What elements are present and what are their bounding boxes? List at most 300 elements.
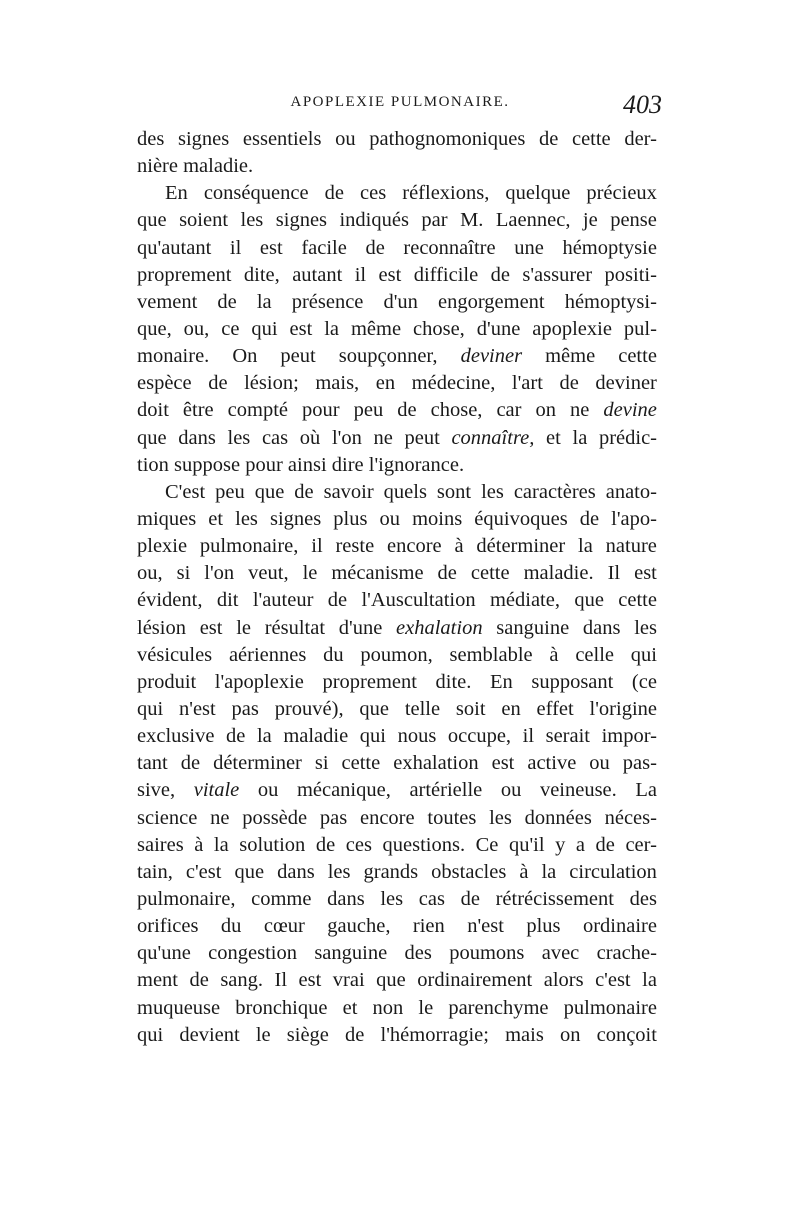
word: cette	[571, 128, 611, 150]
word: de	[324, 182, 344, 205]
word: que	[137, 209, 167, 232]
word: chose,	[430, 399, 483, 422]
word: est	[491, 752, 515, 775]
word: hémoptysi-	[564, 290, 657, 313]
word: Il	[607, 562, 621, 585]
word: à	[194, 833, 204, 856]
word: la	[642, 969, 657, 992]
word: de	[559, 372, 579, 395]
word: suppose	[174, 453, 241, 476]
word: pulmonaire,	[137, 887, 236, 910]
word: facile	[301, 236, 347, 259]
italic-word: exhalation	[396, 616, 483, 639]
word: difficile	[413, 263, 479, 286]
italic-word: deviner	[460, 345, 523, 368]
word: comme	[251, 887, 312, 910]
word: qu'une	[137, 942, 191, 965]
word: reste	[335, 535, 375, 558]
word: ces	[345, 833, 372, 856]
word: M.	[460, 209, 484, 232]
word: cas	[261, 426, 289, 449]
word: évident,	[137, 589, 203, 612]
word: tain,	[137, 860, 173, 883]
body-text	[137, 126, 657, 1049]
word: peut	[280, 345, 316, 368]
word: En	[165, 182, 188, 205]
word: l'on	[204, 562, 235, 585]
word: être	[182, 399, 214, 422]
word: grands	[363, 860, 419, 883]
text-line	[137, 615, 657, 642]
word: pulmonaire,	[199, 535, 299, 558]
word: s'assurer	[522, 263, 593, 286]
word: anato-	[605, 480, 657, 503]
text-line	[137, 750, 657, 777]
word: une	[514, 236, 544, 259]
word: d'une	[476, 317, 521, 340]
word: pas	[231, 697, 259, 720]
italic-word: vitale	[193, 779, 240, 802]
word: cette	[618, 345, 657, 368]
running-head	[0, 90, 800, 120]
word: cette	[618, 589, 657, 612]
word: qu'autant	[137, 236, 212, 259]
word: y	[555, 833, 566, 856]
word: de	[180, 752, 201, 775]
word: alors	[543, 969, 584, 992]
word: exclusive	[137, 725, 215, 748]
word: vrai	[332, 969, 365, 992]
word: de	[189, 969, 209, 992]
word: pul-	[623, 317, 657, 340]
word: qui	[137, 1023, 164, 1046]
word: maladie.	[523, 562, 594, 585]
word: sang.	[220, 969, 264, 992]
word: ou	[379, 507, 401, 530]
word: l'origine	[589, 697, 657, 720]
text-line	[137, 343, 657, 370]
text-line	[137, 316, 657, 343]
word: miques	[137, 507, 197, 530]
word: ou	[257, 779, 279, 802]
word: signes	[269, 507, 322, 530]
word: caractères	[513, 480, 596, 503]
text-line	[137, 533, 657, 560]
word: il	[311, 535, 323, 558]
word: deviner	[595, 372, 657, 395]
word: de	[365, 236, 385, 259]
word: on	[535, 399, 556, 422]
text-line	[137, 995, 657, 1022]
italic-word: connaître,	[451, 426, 535, 449]
text-line	[137, 696, 657, 723]
word: ne	[570, 399, 590, 422]
word: dite.	[435, 670, 472, 693]
word: impor-	[601, 725, 657, 748]
word: de	[397, 399, 417, 422]
word: ne	[210, 806, 230, 829]
word: rétrécissement	[495, 887, 614, 910]
word: dit	[216, 589, 239, 612]
page-number: 403	[623, 90, 662, 119]
word: est	[298, 969, 322, 992]
word: et	[342, 996, 358, 1019]
word: le	[302, 562, 318, 585]
word: siège	[286, 1023, 329, 1046]
word: et	[208, 507, 224, 530]
word: est	[378, 263, 402, 286]
word: en	[375, 372, 396, 395]
word: que	[137, 426, 167, 449]
word: ou,	[137, 562, 163, 585]
word: l'auteur	[252, 589, 314, 612]
text-line	[137, 479, 657, 506]
word: déterminer	[476, 535, 566, 558]
word: prédic-	[598, 426, 657, 449]
word: qui	[630, 643, 657, 666]
word: proprement	[137, 263, 232, 286]
word: car	[496, 399, 522, 422]
word: mécanisme	[331, 562, 424, 585]
word: sont	[436, 480, 472, 503]
word: l'Auscultation	[361, 589, 476, 612]
word: sanguine	[496, 616, 570, 639]
word: exhalation	[393, 752, 479, 775]
word: ces	[360, 182, 387, 205]
word: saires	[137, 833, 184, 856]
word: équivoques	[474, 507, 568, 530]
word: veut,	[248, 562, 289, 585]
word: Ce	[475, 833, 499, 856]
word: signes	[275, 209, 328, 232]
word: présence	[291, 290, 364, 313]
word: ainsi	[287, 453, 327, 476]
word: l'ignorance.	[368, 453, 465, 476]
word: d'un	[383, 290, 418, 313]
word: si	[176, 562, 191, 585]
word: der-	[624, 128, 657, 150]
word: crache-	[596, 942, 657, 965]
word: à	[454, 535, 464, 558]
word: de	[460, 887, 480, 910]
word: plexie	[137, 535, 188, 558]
word: tion	[137, 453, 169, 476]
word: peut	[404, 426, 440, 449]
text-line	[137, 642, 657, 669]
word: même	[350, 317, 402, 340]
word: monaire.	[137, 345, 210, 368]
text-line	[137, 723, 657, 750]
word: que	[234, 860, 265, 883]
word: la	[324, 317, 340, 340]
word: cette	[470, 562, 510, 585]
text-line	[137, 180, 657, 207]
word: Laennec,	[495, 209, 571, 232]
word: plus	[333, 507, 368, 530]
word: nature	[605, 535, 657, 558]
word: les	[489, 806, 512, 829]
word: possède	[242, 806, 308, 829]
text-line	[137, 859, 657, 886]
word: produit	[137, 670, 197, 693]
word: il	[522, 725, 535, 748]
word: active	[527, 752, 577, 775]
word: serait	[545, 725, 591, 748]
word: cer-	[625, 833, 657, 856]
word: de	[595, 833, 615, 856]
word: les	[380, 887, 404, 910]
word: signes	[177, 128, 230, 150]
word: le	[236, 616, 251, 639]
word: gauche,	[327, 915, 391, 938]
text-line	[137, 1022, 657, 1049]
word: de	[490, 263, 510, 286]
word: maladie	[283, 725, 349, 748]
word: qui	[359, 725, 386, 748]
word: occupe,	[447, 725, 512, 748]
word: en	[501, 697, 521, 720]
word: de	[538, 128, 559, 150]
word: aériennes	[228, 643, 307, 666]
word: d'une	[338, 616, 383, 639]
word: engorgement	[437, 290, 545, 313]
word: moins	[412, 507, 463, 530]
word: muqueuse	[137, 996, 221, 1019]
word: je	[582, 209, 598, 232]
word: encore	[387, 535, 442, 558]
word: de	[294, 480, 314, 503]
word: semblable	[449, 643, 533, 666]
word: En	[489, 670, 513, 693]
word: de	[579, 507, 600, 530]
word: (ce	[631, 670, 657, 693]
word: n'est	[467, 915, 504, 938]
word: dans	[178, 426, 216, 449]
word: avec	[541, 942, 580, 965]
word: encore	[359, 806, 415, 829]
word: parenchyme	[448, 996, 549, 1019]
word: mais	[505, 1023, 544, 1046]
word: vésicules	[137, 643, 213, 666]
word: à	[549, 643, 559, 666]
word: pas-	[622, 752, 657, 775]
word: plus	[526, 915, 561, 938]
word: il	[354, 263, 367, 286]
word: les	[327, 860, 351, 883]
word: vement	[137, 290, 198, 313]
word: pour	[302, 399, 340, 422]
word: de	[217, 290, 237, 313]
word: si	[314, 752, 329, 775]
word: C'est	[165, 480, 206, 503]
word: où	[299, 426, 321, 449]
word: est	[259, 236, 283, 259]
word: dans	[277, 860, 315, 883]
word: de	[315, 833, 336, 856]
word: n'est	[179, 697, 216, 720]
text-line	[137, 886, 657, 913]
word: qui	[137, 697, 164, 720]
word: circulation	[569, 860, 657, 883]
word: celle	[575, 643, 615, 666]
word: conséquence	[203, 182, 309, 205]
word: mais,	[315, 372, 360, 395]
text-line	[137, 452, 657, 479]
word: les	[235, 507, 258, 530]
word: conçoit	[596, 1023, 657, 1046]
word: ou	[500, 779, 522, 802]
word: le	[255, 1023, 271, 1046]
word: que,	[137, 317, 172, 340]
word: c'est	[595, 969, 631, 992]
word: pathognomoniques	[369, 128, 526, 150]
word: pulmonaire	[563, 996, 657, 1019]
word: la	[256, 290, 272, 313]
word: pense	[610, 209, 657, 232]
word: sanguine	[314, 942, 388, 965]
word: qui	[251, 317, 278, 340]
word: poumons	[449, 942, 525, 965]
word: quels	[383, 480, 427, 503]
text-line	[137, 235, 657, 262]
word: apoplexie	[532, 317, 612, 340]
text-line	[137, 913, 657, 940]
text-line	[137, 669, 657, 696]
word: ou,	[183, 317, 210, 340]
text-line	[137, 262, 657, 289]
word: la	[256, 725, 272, 748]
word: veineuse.	[539, 779, 617, 802]
word: du	[220, 915, 242, 938]
word: l'on	[331, 426, 362, 449]
word: dite,	[243, 263, 280, 286]
word: ou	[335, 128, 356, 150]
word: l'apo-	[611, 507, 657, 530]
word: cœur	[263, 915, 305, 938]
word: est	[199, 616, 223, 639]
word: des	[629, 887, 657, 910]
word: science	[137, 806, 198, 829]
word: hémoptysie	[562, 236, 657, 259]
word: nous	[397, 725, 437, 748]
word: cas	[418, 887, 445, 910]
word: devient	[179, 1023, 240, 1046]
word: espèce	[137, 372, 192, 395]
word: effet	[536, 697, 574, 720]
text-line	[137, 397, 657, 424]
word: Il	[274, 969, 288, 992]
word: les	[634, 616, 657, 639]
word: des	[404, 942, 432, 965]
text-line	[137, 153, 657, 180]
word: soupçonner,	[338, 345, 438, 368]
word: réflexions,	[402, 182, 490, 205]
word: la	[578, 535, 593, 558]
word: doit	[137, 399, 169, 422]
word: pour	[245, 453, 283, 476]
word: précieux	[586, 182, 657, 205]
word: proprement	[322, 670, 417, 693]
word: soit	[455, 697, 486, 720]
word: prouvé),	[274, 697, 344, 720]
word: résultat	[264, 616, 326, 639]
text-line	[137, 967, 657, 994]
word: solution	[239, 833, 306, 856]
word: la	[572, 426, 588, 449]
word: reconnaître	[403, 236, 496, 259]
word: est	[634, 562, 657, 585]
word: il	[229, 236, 242, 259]
text-line	[137, 126, 657, 153]
text-line	[137, 832, 657, 859]
word: l'hémorragie;	[380, 1023, 489, 1046]
word: de	[345, 1023, 365, 1046]
word: supposant	[531, 670, 614, 693]
word: bronchique	[235, 996, 328, 1019]
word: chose,	[413, 317, 465, 340]
word: cette	[341, 752, 381, 775]
word: ordinairement	[417, 969, 533, 992]
word: que	[376, 969, 406, 992]
word: nière	[137, 155, 178, 178]
word: La	[635, 779, 657, 802]
word: indiqués	[339, 209, 409, 232]
text-line	[137, 506, 657, 533]
word: que	[254, 480, 285, 503]
word: l'art	[511, 372, 543, 395]
word: c'est	[185, 860, 222, 883]
word: est	[289, 317, 313, 340]
word: peu	[215, 480, 245, 503]
word: et	[546, 426, 561, 449]
word: tant	[137, 752, 168, 775]
word: ou	[589, 752, 610, 775]
word: néces-	[604, 806, 657, 829]
text-line	[137, 940, 657, 967]
word: même	[545, 345, 596, 368]
word: les	[227, 426, 251, 449]
word: ne	[373, 426, 393, 449]
word: poumon,	[360, 643, 433, 666]
word: maladie.	[183, 155, 254, 178]
text-line	[137, 560, 657, 587]
word: ce	[221, 317, 240, 340]
word: non	[372, 996, 404, 1019]
word: de	[208, 372, 228, 395]
word: l'apoplexie	[214, 670, 304, 693]
word: du	[323, 643, 344, 666]
text-line	[137, 805, 657, 832]
word: compté	[227, 399, 289, 422]
word: à	[519, 860, 529, 883]
word: a	[575, 833, 585, 856]
word: médecine,	[411, 372, 496, 395]
word: lésion	[137, 616, 186, 639]
word: dans	[327, 887, 365, 910]
word: données	[524, 806, 592, 829]
word: obstacles	[431, 860, 507, 883]
word: le	[418, 996, 434, 1019]
word: telle	[404, 697, 441, 720]
word: des	[137, 128, 165, 150]
word: par	[421, 209, 448, 232]
word: de	[327, 589, 348, 612]
text-line	[137, 289, 657, 316]
text-line	[137, 207, 657, 234]
word: positi-	[604, 263, 657, 286]
word: questions.	[382, 833, 466, 856]
word: lésion;	[244, 372, 299, 395]
